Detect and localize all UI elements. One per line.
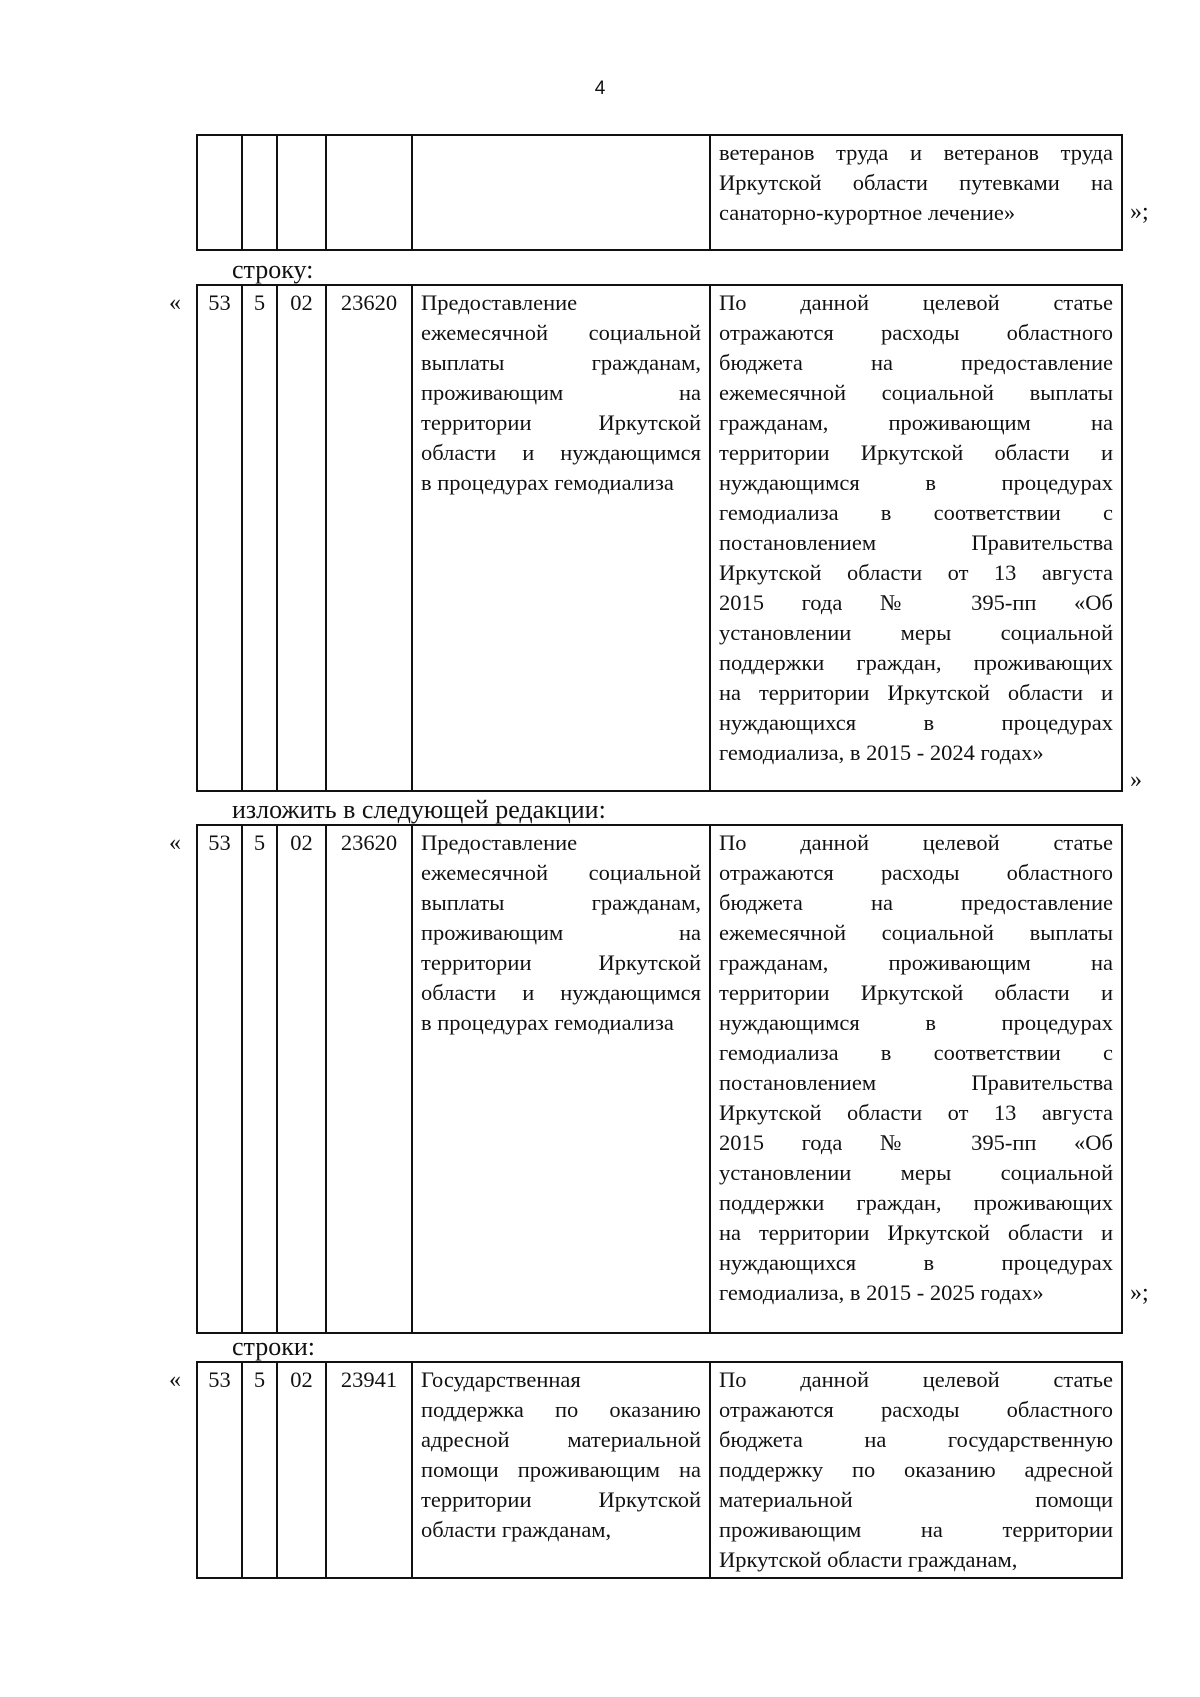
text-line: Иркутской области путевками на — [719, 170, 1113, 195]
text-line: По данной целевой статье — [719, 290, 1113, 315]
description-cell — [710, 285, 1122, 791]
code-cell-program — [197, 135, 242, 250]
closing-quote: »; — [1130, 1280, 1149, 1306]
code-cell-event: 02 — [277, 825, 326, 1333]
text-line: нуждающимся в процедурах — [719, 1010, 1113, 1035]
table-row — [197, 1362, 1122, 1578]
text-line: ежемесячной социальной выплаты — [719, 920, 1113, 945]
description-cell — [710, 825, 1122, 1333]
text-line: гемодиализа в соответствии с — [719, 1040, 1113, 1065]
text-line: гражданам, проживающим на — [719, 950, 1113, 975]
text-line: проживающим на — [421, 920, 701, 945]
code-cell-event: 02 — [277, 1362, 326, 1578]
text-line: проживающим на территории — [719, 1517, 1113, 1542]
text-line: бюджета на государственную — [719, 1427, 1113, 1452]
text-line: санаторно-курортное лечение» — [719, 200, 1016, 225]
code-cell-direction: 23620 — [326, 825, 412, 1333]
page-number: 4 — [594, 78, 606, 99]
text-line: гемодиализа в соответствии с — [719, 500, 1113, 525]
text-line: проживающим на — [421, 380, 701, 405]
text-line: По данной целевой статье — [719, 1367, 1113, 1392]
opening-quote: « — [169, 290, 181, 316]
text-line: нуждающихся в процедурах — [719, 710, 1113, 735]
text-line: гражданам, проживающим на — [719, 410, 1113, 435]
code-cell-direction — [326, 135, 412, 250]
text-line: области и нуждающимся — [421, 980, 701, 1005]
name-cell — [412, 135, 710, 250]
text-line: ветеранов труда и ветеранов труда — [719, 140, 1113, 165]
text-line: материальной помощи — [719, 1487, 1113, 1512]
text-line: на территории Иркутской области и — [719, 1220, 1113, 1245]
text-line: ежемесячной социальной — [421, 320, 701, 345]
text-line: поддержка по оказанию — [421, 1397, 701, 1422]
text-line: По данной целевой статье — [719, 830, 1113, 855]
text-line: установлении меры социальной — [719, 620, 1113, 645]
opening-quote: « — [169, 1367, 181, 1393]
text-line: территории Иркутской области и — [719, 440, 1113, 465]
code-cell-subprogram: 5 — [242, 285, 277, 791]
text-line: ежемесячной социальной выплаты — [719, 380, 1113, 405]
text-line: отражаются расходы областного — [719, 1397, 1113, 1422]
budget-table-continuation — [196, 134, 1123, 251]
text-line: территории Иркутской — [421, 410, 701, 435]
text-line: поддержку по оказанию адресной — [719, 1457, 1113, 1482]
text-line: адресной материальной — [421, 1427, 701, 1452]
text-line: нуждающимся в процедурах — [719, 470, 1113, 495]
code-cell-subprogram: 5 — [242, 825, 277, 1333]
description-cell — [710, 135, 1122, 250]
budget-table-old — [196, 284, 1123, 792]
text-line: 2015 года № 395-пп «Об — [719, 590, 1113, 615]
code-cell-event: 02 — [277, 285, 326, 791]
text-line: бюджета на предоставление — [719, 350, 1113, 375]
text-line: установлении меры социальной — [719, 1160, 1113, 1185]
text-line: гемодиализа, в 2015 - 2024 годах» — [719, 740, 1044, 765]
text-line: постановлением Правительства — [719, 1070, 1113, 1095]
code-cell-direction: 23941 — [326, 1362, 412, 1578]
text-line: отражаются расходы областного — [719, 860, 1113, 885]
text-line: гемодиализа, в 2015 - 2025 годах» — [719, 1280, 1044, 1305]
caption-line: изложить в следующей редакции: — [232, 795, 606, 824]
text-line: бюджета на предоставление — [719, 890, 1113, 915]
text-line: области и нуждающимся — [421, 440, 701, 465]
text-line: на территории Иркутской области и — [719, 680, 1113, 705]
text-line: Предоставление — [421, 830, 578, 855]
text-line: территории Иркутской — [421, 950, 701, 975]
text-line: области гражданам, — [421, 1517, 612, 1542]
text-line: территории Иркутской — [421, 1487, 701, 1512]
caption-line: строки: — [232, 1332, 315, 1361]
text-line: постановлением Правительства — [719, 530, 1113, 555]
text-line: территории Иркутской области и — [719, 980, 1113, 1005]
name-cell — [412, 825, 710, 1333]
caption-line: строку: — [232, 255, 314, 284]
closing-quote: » — [1130, 767, 1142, 793]
code-cell-program: 53 — [197, 1362, 242, 1578]
code-cell-event — [277, 135, 326, 250]
text-line: 2015 года № 395-пп «Об — [719, 1130, 1113, 1155]
text-line: поддержки граждан, проживающих — [719, 650, 1113, 675]
text-line: выплаты гражданам, — [421, 890, 701, 915]
closing-quote: »; — [1130, 199, 1149, 225]
text-line: помощи проживающим на — [421, 1457, 701, 1482]
text-line: в процедурах гемодиализа — [421, 470, 674, 495]
table-row — [197, 135, 1122, 250]
text-line: Предоставление — [421, 290, 578, 315]
code-cell-program: 53 — [197, 285, 242, 791]
name-cell — [412, 285, 710, 791]
text-line: Государственная — [421, 1367, 581, 1392]
code-cell-direction: 23620 — [326, 285, 412, 791]
name-cell — [412, 1362, 710, 1578]
text-line: выплаты гражданам, — [421, 350, 701, 375]
table-row — [197, 285, 1122, 791]
budget-table-lines — [196, 1361, 1123, 1579]
text-line: ежемесячной социальной — [421, 860, 701, 885]
code-cell-subprogram: 5 — [242, 1362, 277, 1578]
code-cell-program: 53 — [197, 825, 242, 1333]
budget-table-new — [196, 824, 1123, 1334]
text-line: Иркутской области от 13 августа — [719, 1100, 1113, 1125]
description-cell — [710, 1362, 1122, 1578]
opening-quote: « — [169, 830, 181, 856]
text-line: в процедурах гемодиализа — [421, 1010, 674, 1035]
table-row — [197, 825, 1122, 1333]
text-line: Иркутской области от 13 августа — [719, 560, 1113, 585]
text-line: отражаются расходы областного — [719, 320, 1113, 345]
code-cell-subprogram — [242, 135, 277, 250]
text-line: Иркутской области гражданам, — [719, 1547, 1018, 1572]
text-line: нуждающихся в процедурах — [719, 1250, 1113, 1275]
text-line: поддержки граждан, проживающих — [719, 1190, 1113, 1215]
